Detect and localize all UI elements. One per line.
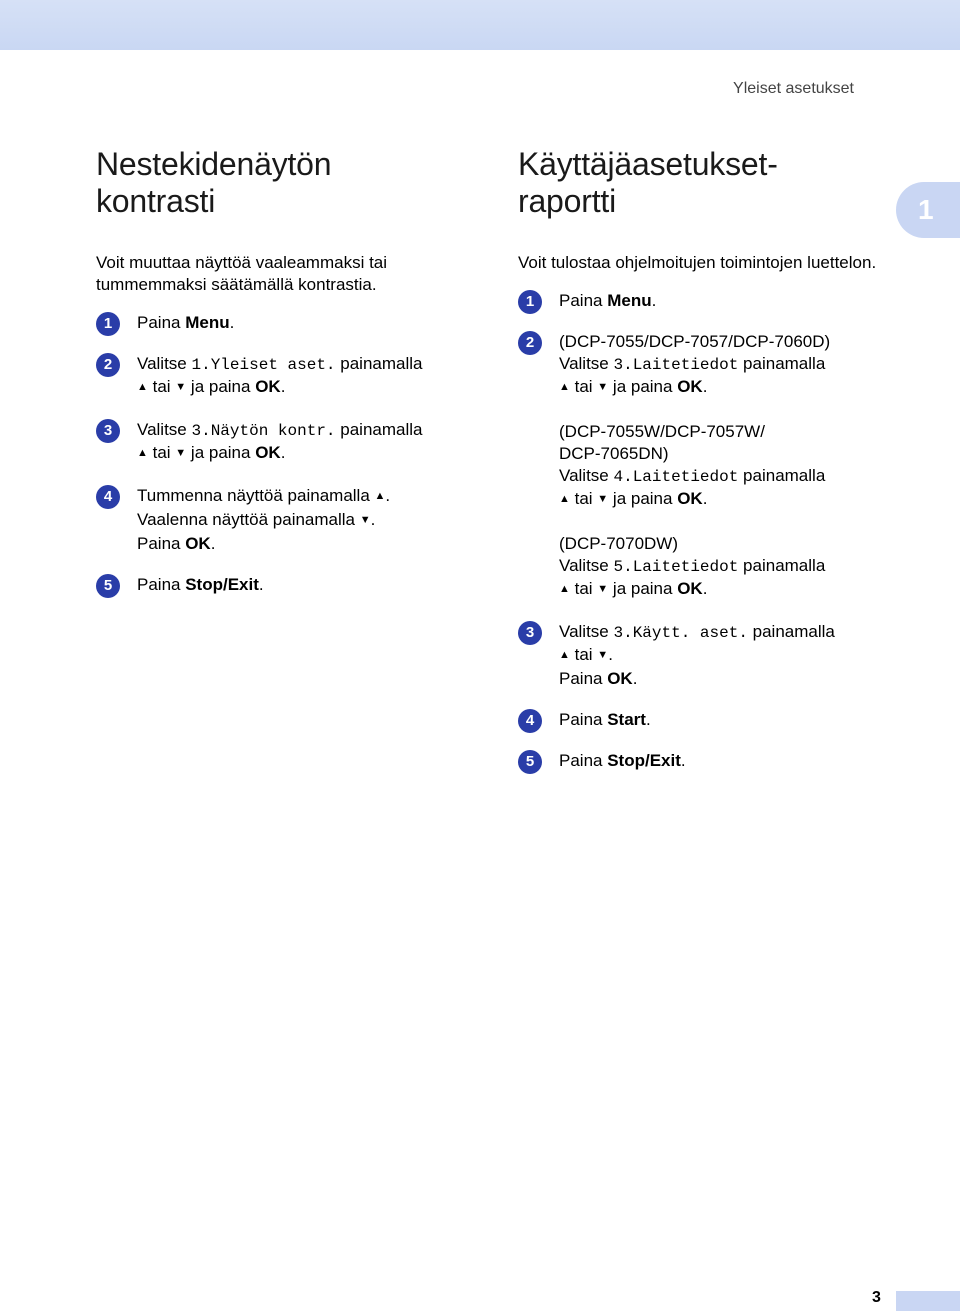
model-label: (DCP-7055/DCP-7057/DCP-7060D) xyxy=(559,332,831,351)
down-arrow-icon: ▼ xyxy=(597,381,609,393)
step-number-badge: 3 xyxy=(518,621,542,645)
down-arrow-icon: ▼ xyxy=(597,583,609,595)
down-arrow-icon: ▼ xyxy=(175,381,187,393)
page-number-tab xyxy=(896,1291,960,1311)
section-user-settings-report xyxy=(518,146,898,791)
down-arrow-icon: ▼ xyxy=(175,447,187,459)
up-arrow-icon: ▲ xyxy=(559,493,570,505)
up-arrow-icon: ▲ xyxy=(137,381,148,393)
step-number-badge: 2 xyxy=(518,331,542,355)
step-item: 4 Tummenna näyttöä painamalla ▲. Vaalenna näyttöä painamalla ▼. Paina OK. xyxy=(96,485,476,555)
section-title-contrast: Nestekidenäytön kontrasti xyxy=(96,146,332,219)
section-intro: Voit tulostaa ohjelmoitujen toimintojen luettelon. xyxy=(518,253,877,272)
up-arrow-icon: ▲ xyxy=(559,381,570,393)
down-arrow-icon: ▼ xyxy=(597,493,609,505)
model-label: DCP-7065DN) xyxy=(559,444,669,463)
section-intro: Voit muuttaa näyttöä vaaleammaksi tai tummemmaksi säätämällä kontrastia. xyxy=(96,253,388,294)
section-contrast xyxy=(96,146,476,615)
up-arrow-icon: ▲ xyxy=(559,649,570,661)
down-arrow-icon: ▼ xyxy=(359,514,371,526)
step-item: 2 Valitse 1.Yleiset aset. painamalla ▲ tai ▼ ja paina OK. xyxy=(96,353,476,400)
page-number: 3 xyxy=(872,1289,881,1306)
top-header-band xyxy=(0,0,960,50)
step-number-badge: 5 xyxy=(518,750,542,774)
step-item: 1 Paina Menu. xyxy=(96,312,476,334)
step-number-badge: 1 xyxy=(518,290,542,314)
step-number-badge: 5 xyxy=(96,574,120,598)
step-item: 5 Paina Stop/Exit. xyxy=(518,750,898,772)
step-item: 1 Paina Menu. xyxy=(518,290,898,312)
step-item: 3 Valitse 3.Näytön kontr. painamalla ▲ tai ▼ ja paina OK. xyxy=(96,419,476,466)
model-variant: (DCP-7070DW) Valitse 5.Laitetiedot painamalla ▲ tai ▼ ja paina OK. xyxy=(559,533,898,602)
model-label: (DCP-7070DW) xyxy=(559,534,679,553)
chapter-tab xyxy=(896,182,960,238)
model-variant: (DCP-7055/DCP-7057/DCP-7060D) Valitse 3.Laitetiedot painamalla ▲ tai ▼ ja paina OK. xyxy=(559,331,898,400)
model-label: (DCP-7055W/DCP-7057W/ xyxy=(559,422,765,441)
step-list xyxy=(96,312,476,596)
step-number-badge: 4 xyxy=(518,709,542,733)
step-number-badge: 2 xyxy=(96,353,120,377)
running-header: Yleiset asetukset xyxy=(733,80,854,97)
up-arrow-icon: ▲ xyxy=(137,447,148,459)
step-number-badge: 4 xyxy=(96,485,120,509)
step-number-badge: 1 xyxy=(96,312,120,336)
step-item: 5 Paina Stop/Exit. xyxy=(96,574,476,596)
up-arrow-icon: ▲ xyxy=(374,490,386,502)
down-arrow-icon: ▼ xyxy=(597,649,609,661)
up-arrow-icon: ▲ xyxy=(559,583,570,595)
step-item xyxy=(518,331,898,602)
step-number-badge: 3 xyxy=(96,419,120,443)
chapter-number: 1 xyxy=(918,194,934,225)
step-list xyxy=(518,290,898,772)
model-variant: (DCP-7055W/DCP-7057W/ DCP-7065DN) Valitse 4.Laitetiedot painamalla ▲ tai ▼ ja paina OK. xyxy=(559,421,898,512)
step-item: 4 Paina Start. xyxy=(518,709,898,731)
section-title-report: Käyttäjäasetukset- raportti xyxy=(518,146,778,219)
step-item: 3 Valitse 3.Käytt. aset. painamalla ▲ tai ▼. Paina OK. xyxy=(518,621,898,690)
